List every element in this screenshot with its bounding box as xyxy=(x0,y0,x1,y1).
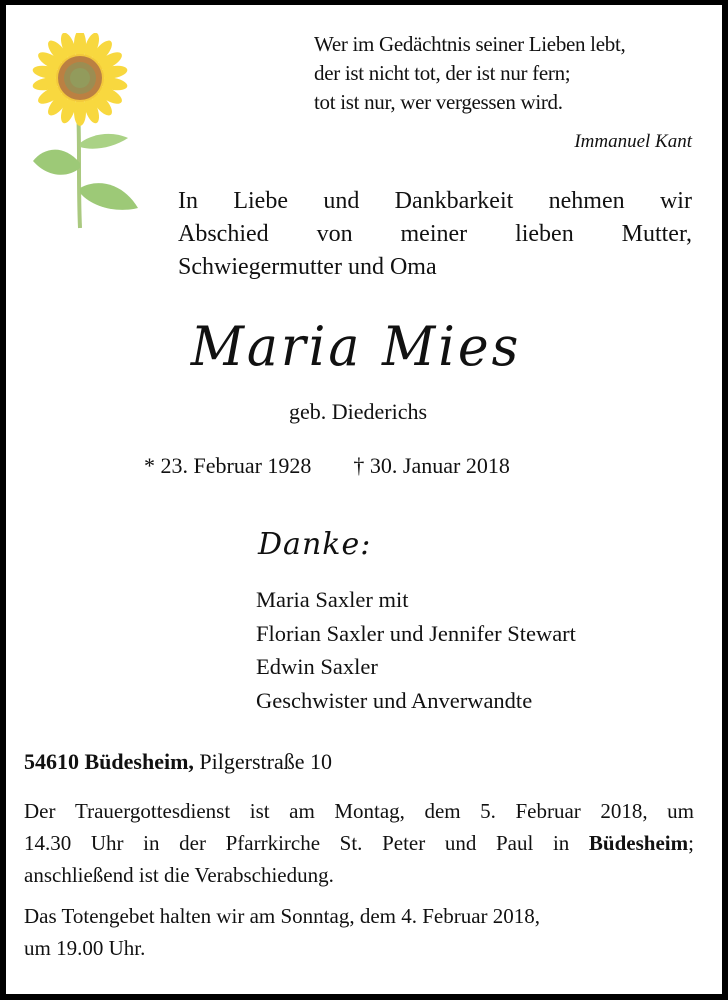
word: Montag, xyxy=(334,799,405,823)
word: Abschied xyxy=(178,221,269,247)
quote-line: tot ist nur, wer vergessen wird. xyxy=(314,90,563,114)
quote-author: Immanuel Kant xyxy=(574,131,692,152)
word: Trauergottesdienst xyxy=(75,799,231,823)
intro-line-1 xyxy=(178,185,692,218)
maiden-name: geb. Diederichs xyxy=(288,399,428,424)
word: und xyxy=(444,831,477,855)
mourner: Florian Saxler und Jennifer Stewart xyxy=(256,620,576,646)
word: der xyxy=(179,831,206,855)
word: nehmen xyxy=(548,188,625,214)
punctuation: ; xyxy=(688,831,694,855)
address-city: 54610 Büdesheim, xyxy=(24,749,194,774)
prayer-line: Das Totengebet halten wir am Sonntag, dem 4. Februar 2018, xyxy=(24,904,541,928)
word: meiner xyxy=(400,221,468,247)
word: dem xyxy=(424,799,461,823)
life-dates xyxy=(144,453,510,479)
death-date: † 30. Januar 2018 xyxy=(353,453,510,478)
intro-line-2 xyxy=(178,218,692,251)
word: in xyxy=(552,831,570,855)
sunflower-icon xyxy=(28,33,146,233)
word: 5. xyxy=(480,799,496,823)
mourner: Geschwister und Anverwandte xyxy=(256,687,533,713)
service-line-1 xyxy=(24,795,694,827)
service-line-3: anschließend ist die Verabschiedung. xyxy=(24,863,334,887)
word: Mutter, xyxy=(621,221,692,247)
birth-date: * 23. Februar 1928 xyxy=(144,453,312,478)
word: am xyxy=(289,799,315,823)
word: 2018, xyxy=(600,799,648,823)
address-street: Pilgerstraße 10 xyxy=(193,749,333,774)
word: Der xyxy=(24,799,56,823)
mourner: Edwin Saxler xyxy=(256,654,378,679)
obituary-card xyxy=(6,5,722,994)
deceased-name-text: Maria Mies xyxy=(190,315,522,379)
deceased-name xyxy=(6,317,722,377)
word: Dankbarkeit xyxy=(394,188,514,214)
word: Liebe xyxy=(233,188,288,214)
word: lieben xyxy=(515,221,574,247)
location-bold: Büdesheim xyxy=(588,831,689,855)
word: Februar xyxy=(515,799,581,823)
word: in xyxy=(143,831,160,855)
word: In xyxy=(178,188,198,214)
word: St. xyxy=(339,831,363,855)
word: 14.30 xyxy=(24,831,72,855)
intro-text xyxy=(178,185,692,284)
word: um xyxy=(667,799,694,823)
word: von xyxy=(316,221,353,247)
word: ist xyxy=(249,799,270,823)
prayer-info xyxy=(24,900,540,964)
mourners-list xyxy=(256,583,576,717)
intro-line-3: Schwiegermutter und Oma xyxy=(178,254,437,280)
quote-line: der ist nicht tot, der ist nur fern; xyxy=(314,61,571,85)
service-line-2 xyxy=(24,827,694,859)
address xyxy=(24,749,332,775)
word: und xyxy=(323,188,360,214)
service-info xyxy=(24,795,694,891)
service-location xyxy=(589,827,694,859)
word: Pfarrkirche xyxy=(225,831,321,855)
mourner: Maria Saxler mit xyxy=(256,587,409,612)
quote xyxy=(314,30,625,117)
prayer-line: um 19.00 Uhr. xyxy=(24,936,146,960)
word: Uhr xyxy=(90,831,124,855)
word: Paul xyxy=(495,831,534,855)
word: Peter xyxy=(382,831,426,855)
thanks-heading: Danke: xyxy=(258,527,372,562)
quote-line: Wer im Gedächtnis seiner Lieben lebt, xyxy=(314,32,626,56)
word: wir xyxy=(659,188,692,214)
